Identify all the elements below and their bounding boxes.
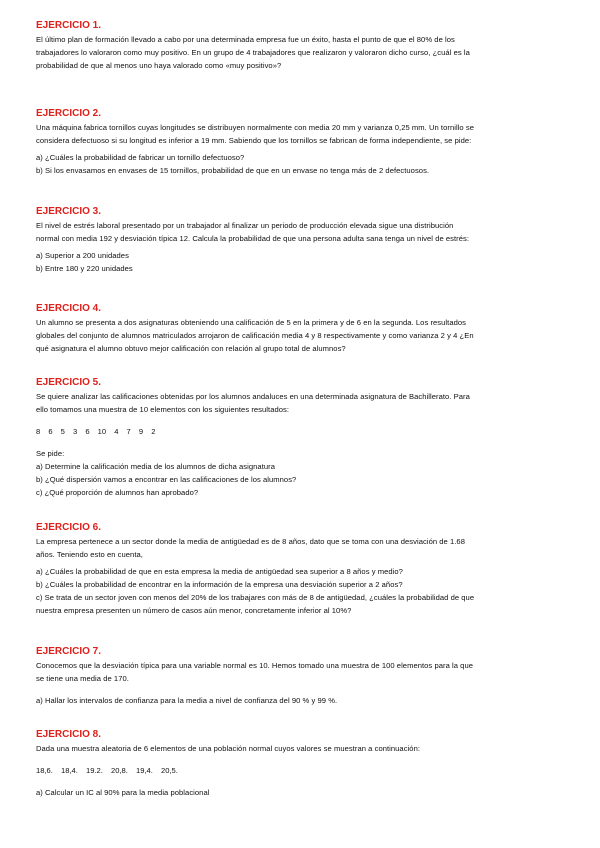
exercise-title: EJERCICIO 3.	[36, 206, 102, 217]
exercise-text-line: La empresa pertenece a un sector donde la media de antigüedad es de 8 años, dato que se toma con una desviación de 1.68	[36, 537, 465, 546]
exercise-item: a) Superior a 200 unidades	[36, 251, 129, 260]
exercise-text-line: Se quiere analizar las calificaciones obtenidas por los alumnos andaluces en una determinada asignatura de Bachillerato. Para	[36, 392, 470, 401]
exercise-item: a) Calcular un IC al 90% para la media poblacional	[36, 788, 210, 797]
exercise-4	[36, 303, 566, 355]
exercise-text-line: se tiene una media de 170.	[36, 674, 129, 683]
exercise-text-line: Un alumno se presenta a dos asignaturas obteniendo una calificación de 5 en la primera y de 6 en la segunda. Los resultados	[36, 318, 466, 327]
exercise-item: a) Hallar los intervalos de confianza para la media a nivel de confianza del 90 % y 99 %.	[36, 696, 338, 705]
exercise-item: b) ¿Cuáles la probabilidad de encontrar en la información de la empresa una desviación superior a 2 años?	[36, 580, 403, 589]
exercise-text-line: probabilidad de que al menos uno haya valorado como «muy positivo»?	[36, 61, 282, 70]
exercise-8	[36, 729, 566, 799]
exercise-item: c) Se trata de un sector joven con menos del 20% de los trabajares con más de 8 de antigüedad, ¿cuáles la probabilidad de que	[36, 593, 475, 602]
sample-values: 18,6. 18,4. 19.2. 20,8. 19,4. 20,5.	[36, 766, 178, 775]
exercise-title: EJERCICIO 7.	[36, 646, 102, 657]
exercise-item: b) ¿Qué dispersión vamos a encontrar en las calificaciones de los alumnos?	[36, 475, 297, 484]
exercise-title: EJERCICIO 8.	[36, 729, 102, 740]
exercise-item: b) Si los envasamos en envases de 15 tornillos, probabilidad de que en un envase no tenga más de 2 defectuosos.	[36, 166, 430, 175]
exercise-text-line: qué asignatura el alumno obtuvo mejor calificación con relación al grupo total de alumnos?	[36, 344, 346, 353]
exercise-text-line: Una máquina fabrica tornillos cuyas longitudes se distribuyen normalmente con media 20 mm y varianza 0,25 mm. Un tornillo se	[36, 123, 474, 132]
exercise-text-line: globales del conjunto de alumnos matriculados arrojaron de calificación media 4 y 8 respectivamente y como varianza 2 y 4 ¿En	[36, 331, 474, 340]
exercise-text-line: Dada una muestra aleatoria de 6 elementos de una población normal cuyos valores se muestran a continuación:	[36, 744, 420, 753]
exercise-title: EJERCICIO 5.	[36, 377, 102, 388]
exercise-title: EJERCICIO 6.	[36, 522, 102, 533]
exercise-text-line: El último plan de formación llevado a cabo por una determinada empresa fue un éxito, hasta el punto de que el 80% de los	[36, 35, 455, 44]
exercise-text-line: Conocemos que la desviación típica para una variable normal es 10. Hemos tomado una muestra de 100 elementos para la que	[36, 661, 473, 670]
exercise-item: c) ¿Qué proporción de alumnos han aprobado?	[36, 488, 199, 497]
exercise-text-line: ello tomamos una muestra de 10 elementos con los siguientes resultados:	[36, 405, 290, 414]
exercise-text-line: El nivel de estrés laboral presentado por un trabajador al finalizar un periodo de producción elevada sigue una distribución	[36, 221, 454, 230]
exercise-item: nuestra empresa presenten un número de casos aún menor, concretamente inferior al 10%?	[36, 606, 352, 615]
exercise-6	[36, 522, 566, 617]
exercise-5	[36, 377, 566, 499]
exercise-item: a) ¿Cuáles la probabilidad de que en esta empresa la media de antigüedad sea superior a 8 años y medio?	[36, 567, 403, 576]
exercise-title: EJERCICIO 1.	[36, 20, 102, 31]
exercise-3	[36, 206, 566, 275]
sample-values: 8 6 5 3 6 10 4 7 9 2	[36, 427, 156, 436]
exercise-sub-intro: Se pide:	[36, 449, 65, 458]
exercise-2	[36, 108, 566, 177]
exercise-item: a) ¿Cuáles la probabilidad de fabricar un tornillo defectuoso?	[36, 153, 245, 162]
exercise-title: EJERCICIO 2.	[36, 108, 102, 119]
exercise-text-line: años. Teniendo esto en cuenta,	[36, 550, 143, 559]
exercise-text-line: trabajadores lo valoraron como muy positivo. En un grupo de 4 trabajadores que realizaron y valoraron dicho curso, ¿cuál es la	[36, 48, 470, 57]
exercise-1	[36, 20, 566, 72]
exercise-text-line: considera defectuoso si su longitud es inferior a 19 mm. Sabiendo que los tornillos se fabrican de forma independiente, se pide:	[36, 136, 472, 145]
exercise-item: a) Determine la calificación media de los alumnos de dicha asignatura	[36, 462, 275, 471]
exercise-title: EJERCICIO 4.	[36, 303, 102, 314]
exercise-item: b) Entre 180 y 220 unidades	[36, 264, 133, 273]
exercise-7	[36, 646, 566, 707]
exercise-text-line: normal con media 192 y desviación típica 12. Calcula la probabilidad de que una persona adulta sana tenga un nivel de estrés:	[36, 234, 470, 243]
